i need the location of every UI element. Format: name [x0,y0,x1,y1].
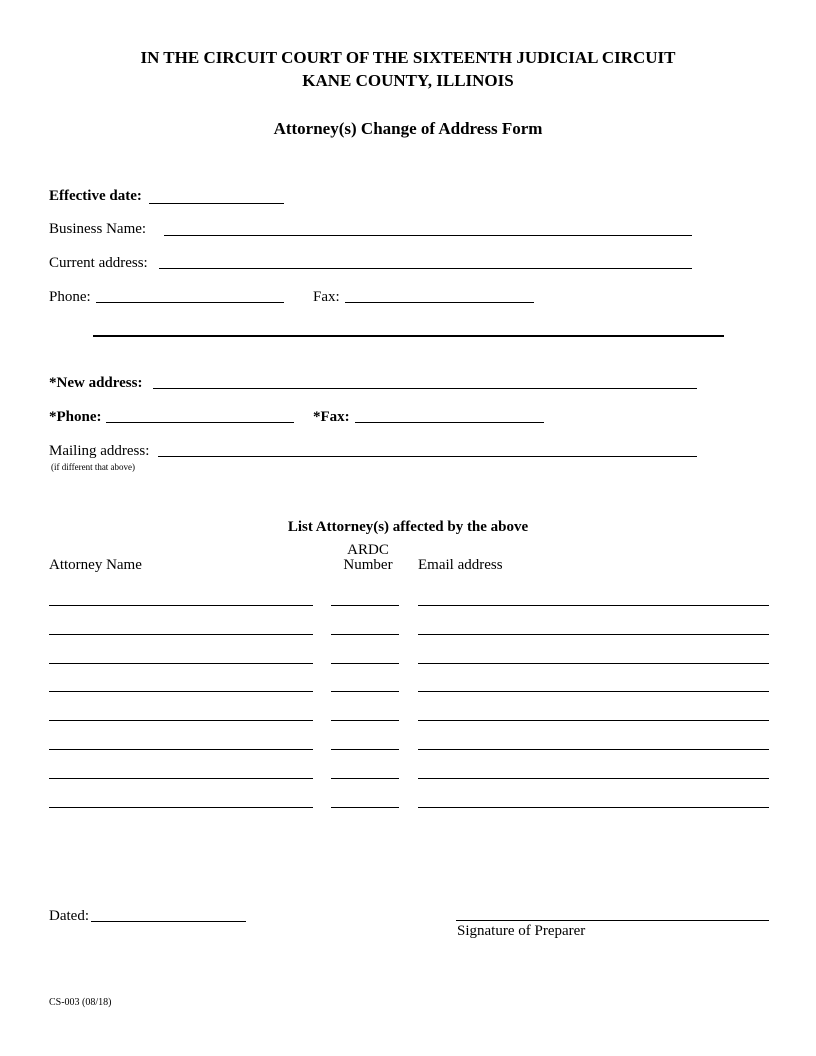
email-address-field[interactable] [418,634,769,635]
dated-field[interactable] [91,921,246,922]
ardc-number-field[interactable] [331,778,399,779]
mailing-address-field[interactable] [158,456,697,457]
ardc-number-field[interactable] [331,720,399,721]
attorney-name-field[interactable] [49,605,313,606]
section-divider [93,335,724,337]
email-address-field[interactable] [418,605,769,606]
ardc-number-field[interactable] [331,749,399,750]
court-name-line2: KANE COUNTY, ILLINOIS [302,71,514,90]
ardc-number-field[interactable] [331,691,399,692]
current-address-field[interactable] [159,268,692,269]
new-fax-field[interactable] [355,422,544,423]
email-address-field[interactable] [418,691,769,692]
email-address-field[interactable] [418,807,769,808]
email-address-field[interactable] [418,778,769,779]
ardc-number-field[interactable] [331,663,399,664]
new-phone-label: *Phone: [49,409,102,425]
dated-label: Dated: [49,908,89,924]
col-attorney-name: Attorney Name [49,557,142,573]
signature-label: Signature of Preparer [457,923,586,939]
fax-label: Fax: [313,289,340,305]
ardc-number-field[interactable] [331,807,399,808]
new-phone-field[interactable] [106,422,294,423]
attorney-name-field[interactable] [49,691,313,692]
email-address-field[interactable] [418,663,769,664]
attorney-name-field[interactable] [49,663,313,664]
col-ardc-line1: ARDC [347,542,389,558]
col-ardc-line2: Number [343,557,393,573]
phone-field[interactable] [96,302,284,303]
new-fax-label: *Fax: [313,409,350,425]
business-name-field[interactable] [164,235,692,236]
new-address-label: *New address: [49,375,143,391]
ardc-number-field[interactable] [331,605,399,606]
email-address-field[interactable] [418,720,769,721]
phone-label: Phone: [49,289,91,305]
ardc-number-field[interactable] [331,634,399,635]
signature-field[interactable] [456,920,769,921]
business-name-label: Business Name: [49,221,147,237]
attorney-name-field[interactable] [49,634,313,635]
attorney-name-field[interactable] [49,720,313,721]
new-address-field[interactable] [153,388,697,389]
form-code: CS-003 (08/18) [49,997,112,1008]
effective-date-label: Effective date: [49,188,142,204]
attorney-list-heading: List Attorney(s) affected by the above [287,519,529,535]
attorney-name-field[interactable] [49,807,313,808]
attorney-name-field[interactable] [49,749,313,750]
form-title: Attorney(s) Change of Address Form [273,119,543,138]
court-name-line1: IN THE CIRCUIT COURT OF THE SIXTEENTH JUDICIAL CIRCUIT [140,48,676,67]
email-address-field[interactable] [418,749,769,750]
mailing-address-note: (if different that above) [51,462,136,472]
mailing-address-label: Mailing address: [49,443,150,459]
effective-date-field[interactable] [149,203,284,204]
current-address-label: Current address: [49,255,148,271]
col-email-address: Email address [418,557,503,573]
attorney-name-field[interactable] [49,778,313,779]
fax-field[interactable] [345,302,534,303]
